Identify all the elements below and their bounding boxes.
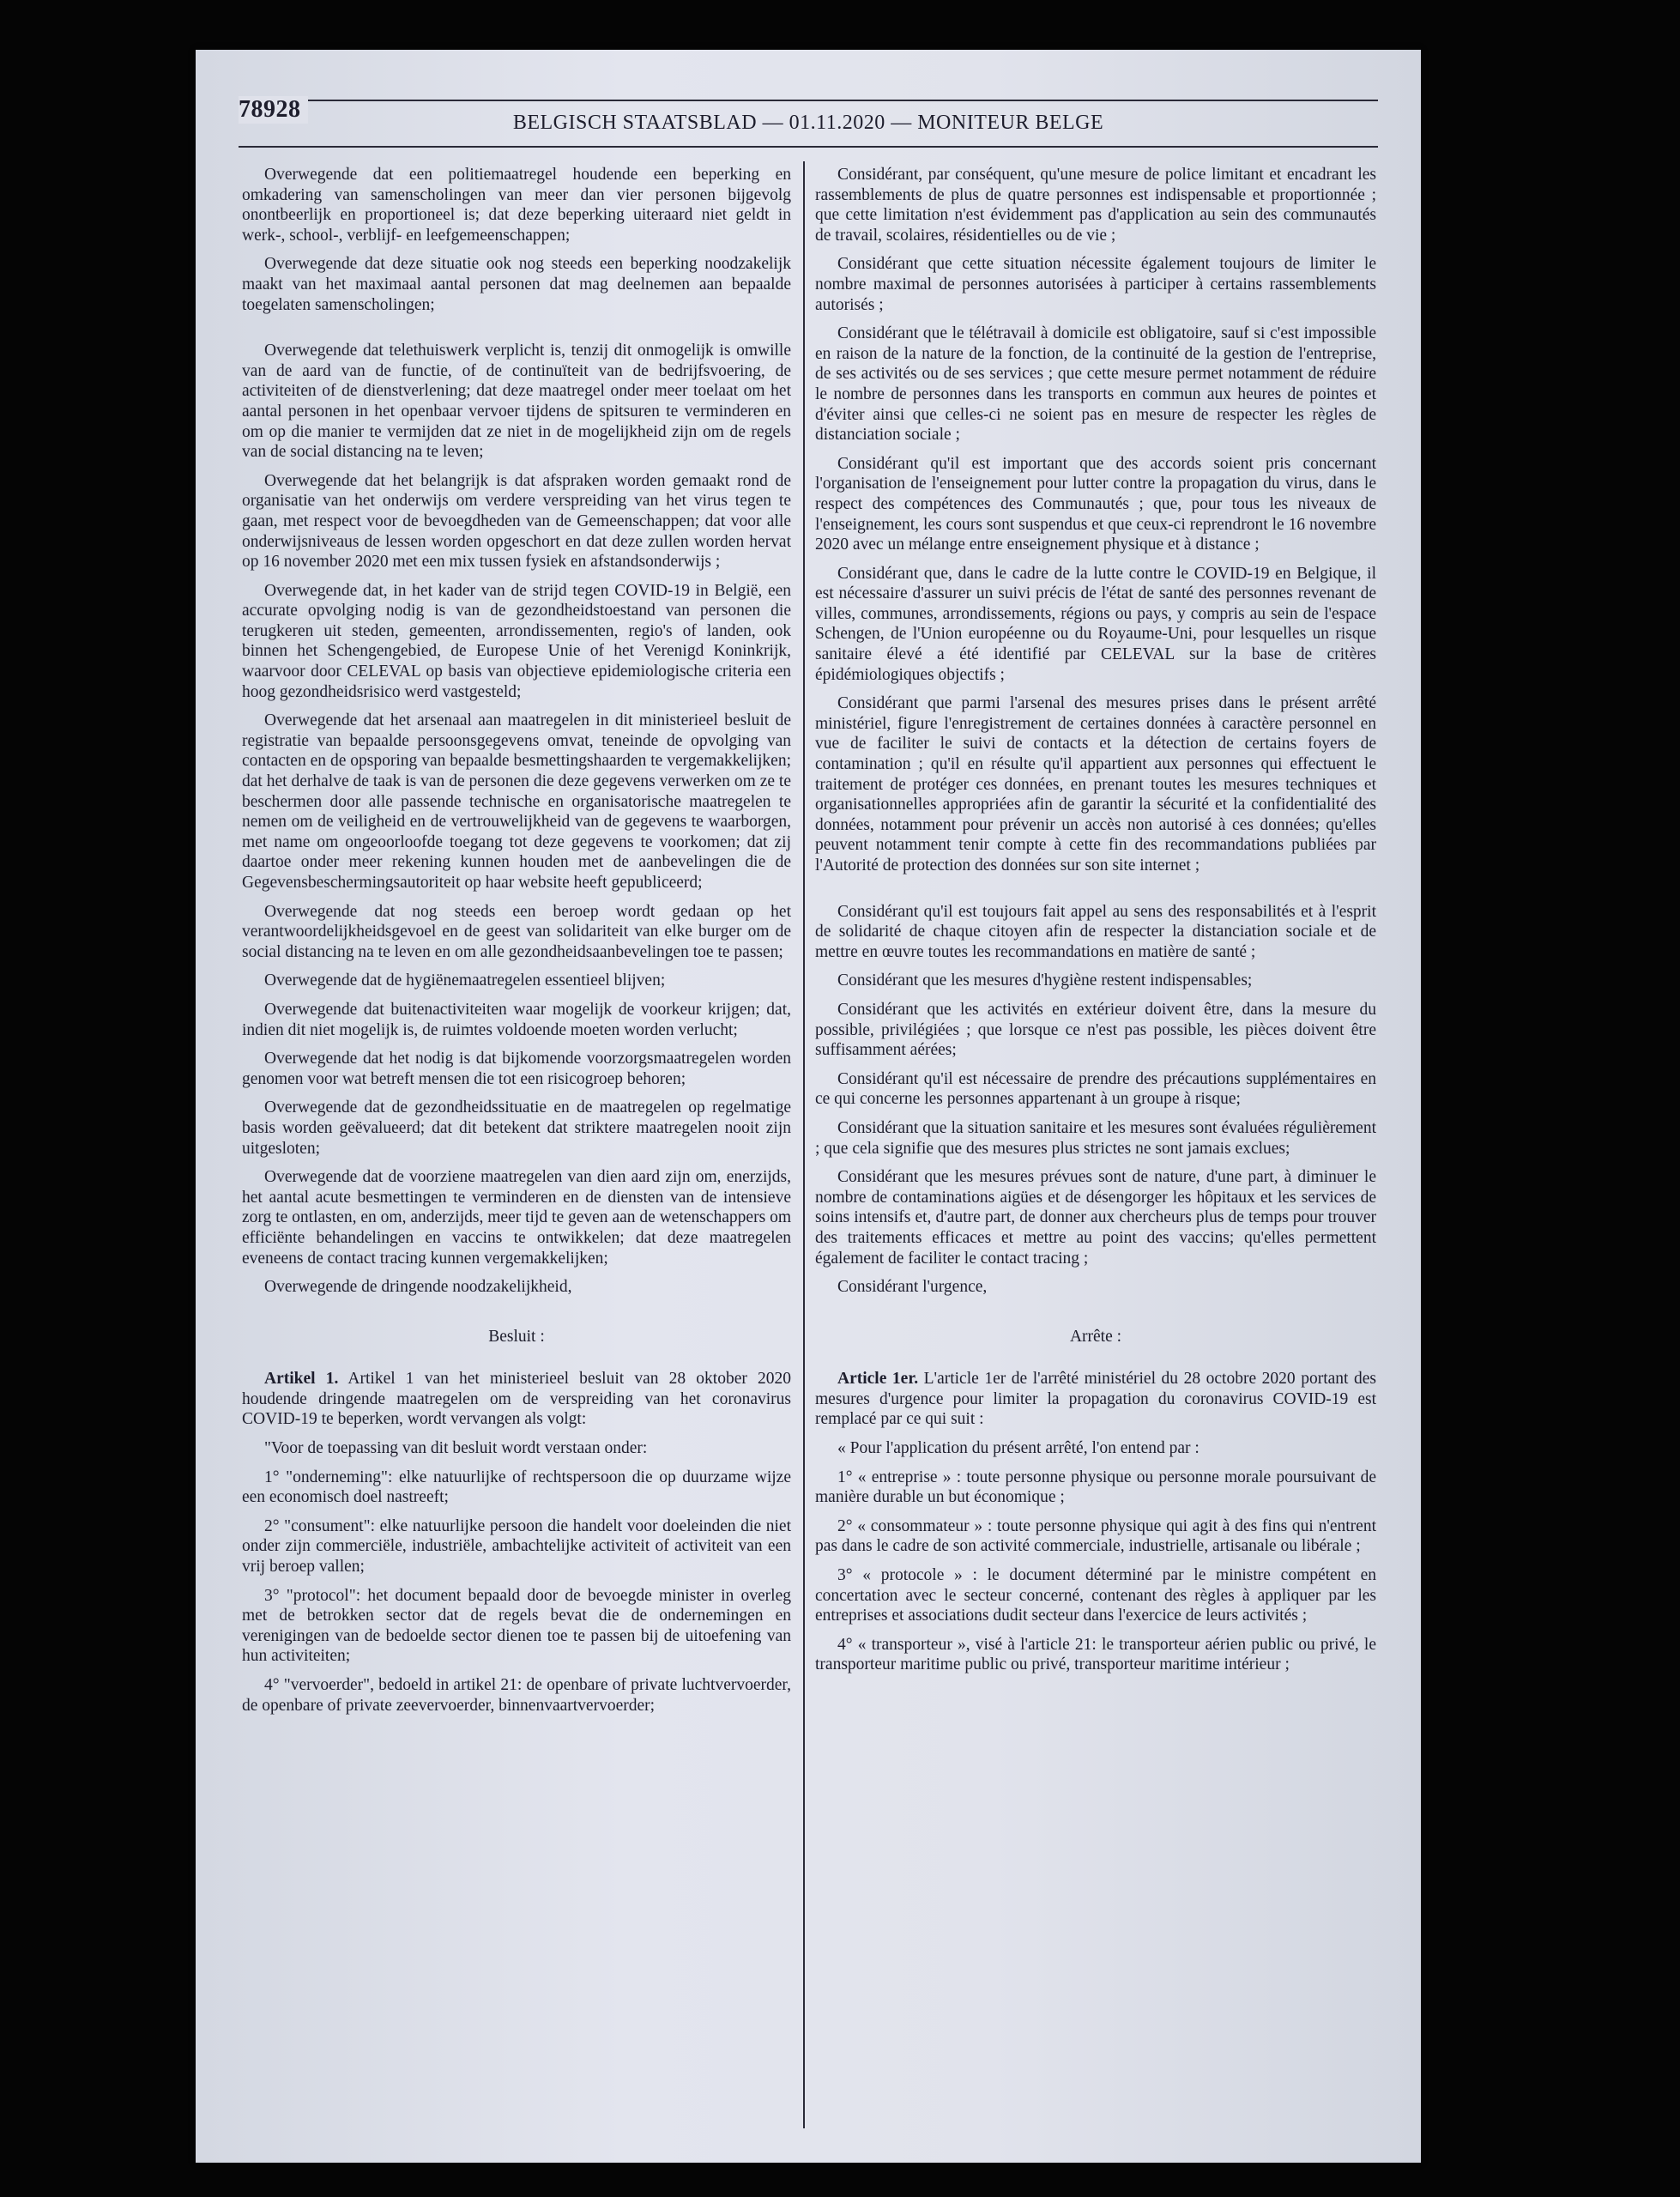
paragraph: Overwegende de dringende noodzakelijkheid, [264, 1278, 572, 1297]
paragraph: Considérant que, dans le cadre de la lutte contre le COVID-19 en Belgique, il est nécessaire d'assurer un suivi précis de l'état de santé des personnes revenant de villes, communes, arrondissements, régions ou pays, y compris au sein de l'espace Schengen, de l'Union européenne ou du Royaume-Uni, pour lesquelles un risque sanitaire élevé a été identifié par CELEVAL sur la base de critères épidémiologiques objectifs ; [815, 564, 1376, 684]
article-label: Article 1er. [837, 1370, 919, 1389]
definition-item: 2° « consommateur » : toute personne physique qui agit à des fins qui n'entrent pas dans le cadre de son activité commerciale, industrielle, artisanale ou libérale ; [815, 1516, 1376, 1556]
paragraph: Considérant que les mesures d'hygiène restent indispensables; [837, 971, 1253, 990]
paragraph: Considérant qu'il est nécessaire de prendre des précautions supplémentaires en ce qui concerne les personnes appartenant à un groupe à risque; [815, 1069, 1376, 1109]
article-text: L'article 1er de l'arrêté ministériel du 28 octobre 2020 portant des mesures d'urgence pour limiter la propagation du coronavirus COVID-19 est remplacé par ce qui suit : [815, 1370, 1377, 1429]
french-column [815, 165, 1376, 2128]
definition-item: 3° "protocol": het document bepaald door de bevoegde minister in overleg met de betrokken sector dat de regels bevat die de ondernemingen en verenigingen van de bedoelde sector dienen toe te passen bij de uitoefening van hun activiteiten; [242, 1586, 791, 1666]
paragraph: "Voor de toepassing van dit besluit wordt verstaan onder: [264, 1439, 648, 1458]
definition-item: 4° « transporteur », visé à l'article 21: le transporteur aérien public ou privé, le transporteur maritime public ou privé, transporteur maritime intérieur ; [815, 1635, 1376, 1674]
page-header [239, 96, 1378, 148]
paragraph: Overwegende dat telethuiswerk verplicht is, tenzij dit onmogelijk is omwille van de aard van de functie, of de continuïteit van de bedrijfsvoering, de activiteiten of de dienstverlening; dat deze maatregel onder meer toelaat om het aantal personen in het openbaar vervoer tijdens de spitsuren te verminderen en om op die manier te vermijden dat ze niet in de mogelijkheid zijn om de regels van de social distancing na te leven; [242, 342, 791, 462]
paragraph: Overwegende dat, in het kader van de strijd tegen COVID-19 in België, een accurate opvolging nodig is van de gezondheidstoestand van personen die terugkeren uit steden, gemeenten, arrondissementen, regio's of landen, ook binnen het Schengengebied, de Europese Unie of het Verenigd Koninkrijk, waarvoor door CELEVAL op basis van objectieve epidemiologische criteria een hoog gezondheidsrisico werd vastgesteld; [242, 581, 791, 701]
paragraph: Overwegende dat de gezondheidssituatie en de maatregelen op regelmatige basis worden geëvalueerd; dat dit betekent dat striktere maatregelen nooit zijn uitgesloten; [242, 1098, 791, 1158]
paragraph: Overwegende dat het nodig is dat bijkomende voorzorgsmaatregelen worden genomen voor wat betreft mensen die tot een risicogroep behoren; [242, 1050, 791, 1088]
definition-item: 2° "consument": elke natuurlijke persoon die handelt voor doeleinden die niet onder zijn commerciële, industriële, ambachtelijke activiteit of activiteit van een vrij beroep vallen; [242, 1516, 791, 1577]
column-divider [803, 161, 805, 2128]
article-text: Artikel 1 van het ministerieel besluit van 28 oktober 2020 houdende dringende maatregelen om de verspreiding van het coronavirus COVID-19 te beperken, wordt vervangen als volgt: [242, 1370, 791, 1429]
page-number: 78928 [239, 96, 308, 124]
gazette-title: BELGISCH STAATSBLAD — 01.11.2020 — MONITEUR BELGE [512, 112, 1104, 134]
paragraph: Overwegende dat de hygiënemaatregelen essentieel blijven; [264, 971, 666, 990]
decision-heading: Besluit : [488, 1327, 545, 1346]
paragraph: Overwegende dat het arsenaal aan maatregelen in dit ministerieel besluit de registratie van bepaalde persoonsgegevens omvat, teneinde de opvolging van contacten en de opsporing van bepaalde besmettingshaarden te vergemakkelijken; dat het derhalve de taak is van de personen die deze gegevens verwerken om ze te beschermen door alle passende technische en organisatorische maatregelen te nemen om de veiligheid en de vertrouwelijkheid van de gegevens te waarborgen, met name om ongeoorloofde toegang tot deze gegevens te voorkomen; dat zij daartoe onder meer rekening kunnen houden met de aanbevelingen die de Gegevensbeschermingsautoriteit op haar website heeft gepubliceerd; [242, 711, 791, 892]
definition-item: 3° « protocole » : le document déterminé par le ministre compétent en concertation avec le secteur concerné, contenant des règles à appliquer par les entreprises et associations dudit secteur dans l'exercice de leurs activités ; [815, 1566, 1376, 1625]
article-paragraph [815, 1369, 1376, 1430]
paragraph: Overwegende dat deze situatie ook nog steeds een beperking noodzakelijk maakt van het maximaal aantal personen dat mag deelnemen aan bepaalde toegelaten samenscholingen; [242, 255, 791, 314]
paragraph: Considérant, par conséquent, qu'une mesure de police limitant et encadrant les rassemblements de plus de quatre personnes est indispensable et proportionnée ; que cette limitation n'est évidemment pas d'application au sein des communautés de travail, scolaires, résidentielles ou de vie ; [815, 166, 1376, 245]
paragraph: Considérant que le télétravail à domicile est obligatoire, sauf si c'est impossible en raison de la nature de la fonction, de la continuité de la gestion de l'entreprise, de ses activités ou de ses services ; que cette mesure permet notamment de réduire le nombre de personnes dans les transports en commun aux heures de pointes et d'éviter ainsi que celles-ci ne soient pas en mesure de respecter les règles de distanciation sociale ; [815, 324, 1376, 445]
paragraph: Overwegende dat nog steeds een beroep wordt gedaan op het verantwoordelijkheidsgevoel en de geest van solidariteit van elke burger om de social distancing na te leven en om alle gezondheidsaanbevelingen toe te passen; [242, 902, 791, 961]
definition-item: 1° « entreprise » : toute personne physique ou personne morale poursuivant de manière durable un but économique ; [815, 1468, 1376, 1507]
paragraph: « Pour l'application du présent arrêté, l'on entend par : [837, 1439, 1200, 1458]
paragraph: Considérant que cette situation nécessite également toujours de limiter le nombre maximal de personnes autorisées à participer à certains rassemblements autorisés ; [815, 255, 1376, 314]
paragraph: Considérant l'urgence, [837, 1278, 988, 1297]
paragraph: Overwegende dat het belangrijk is dat afspraken worden gemaakt rond de organisatie van het onderwijs om verdere verspreiding van het virus tegen te gaan, met respect voor de bevoegdheden van de Gemeenschappen; dat voor alle onderwijsniveaus de lessen worden opgeschort en dat deze zullen worden hervat op 16 november 2020 met een mix tussen fysiek en afstandsonderwijs ; [242, 471, 791, 572]
definition-item: 4° "vervoerder", bedoeld in artikel 21: de openbare of private luchtvervoerder, de openbare of private zeevervoerder, binnenvaartvervoerder; [242, 1676, 791, 1715]
paragraph: Considérant que la situation sanitaire et les mesures sont évaluées régulièrement ; que cela signifie que des mesures plus strictes ne sont jamais exclues; [815, 1118, 1376, 1158]
paragraph: Overwegende dat buitenactiviteiten waar mogelijk de voorkeur krijgen; dat, indien dit niet mogelijk is, de ruimtes voldoende moeten worden verlucht; [242, 1000, 791, 1039]
paragraph: Considérant qu'il est important que des accords soient pris concernant l'organisation de l'enseignement pour lutter contre la propagation du virus, dans le respect des compétences des Communautés ; que, pour tous les niveaux de l'enseignement, les cours sont suspendus et que ceux-ci reprendront le 16 novembre 2020 avec un mélange entre enseignement physique et à distance ; [815, 454, 1376, 554]
article-paragraph [242, 1369, 791, 1430]
paragraph: Considérant que parmi l'arsenal des mesures prises dans le présent arrêté ministériel, figure l'enregistrement de certaines données à caractère personnel en vue de faciliter le suivi de contacts et la détection de certains foyers de contamination ; qu'il en résulte qu'il appartient aux personnes qui effectuent le traitement de protéger ces données, en prenant toutes les mesures techniques et organisationnelles appropriées afin de garantir la sécurité et la confidentialité des données, notamment pour prévenir un accès non autorisé à ces données; qu'elles peuvent notamment tenir compte à cette fin des recommandations publiées par l'Autorité de protection des données sur son site internet ; [815, 694, 1376, 875]
paragraph: Overwegende dat een politiemaatregel houdende een beperking en omkadering van samenscholingen van meer dan vier personen bijgevolg onontbeerlijk en proportioneel is; dat deze beperking uiteraard niet geldt in werk-, school-, verblijf- en leefgemeenschappen; [242, 166, 791, 245]
paragraph: Considérant que les activités en extérieur doivent être, dans la mesure du possible, privilégiées ; que lorsque ce n'est pas possible, les pièces doivent être suffisamment aérées; [815, 1000, 1376, 1060]
paragraph: Considérant que les mesures prévues sont de nature, d'une part, à diminuer le nombre de contaminations aigües et de désengorger les hôpitaux et les services de soins intensifs et, d'autre part, de donner aux chercheurs plus de temps pour trouver des traitements efficaces et mettre au point des vaccins; qu'elles permettent également de faciliter le contact tracing ; [815, 1168, 1376, 1268]
decision-heading: Arrête : [1069, 1327, 1122, 1346]
paragraph: Overwegende dat de voorziene maatregelen van dien aard zijn om, enerzijds, het aantal acute besmettingen te verminderen en de diensten van de intensieve zorg te ontlasten, en om, anderzijds, meer tijd te geven aan de wetenschappers om efficiënte behandelingen en vaccins te ontwikkelen; dat deze maatregelen eveneens de contact tracing kunnen vergemakkelijken; [242, 1168, 791, 1268]
definition-item: 1° "onderneming": elke natuurlijke of rechtspersoon die op duurzame wijze een economisch doel nastreeft; [242, 1468, 791, 1507]
article-label: Artikel 1. [264, 1370, 339, 1389]
paragraph: Considérant qu'il est toujours fait appel au sens des responsabilités et à l'esprit de solidarité de chaque citoyen afin de respecter la distanciation sociale et de mettre en œuvre toutes les recommandations en matière de santé ; [815, 902, 1376, 961]
gazette-page [196, 50, 1421, 2163]
dutch-column [242, 165, 791, 2128]
